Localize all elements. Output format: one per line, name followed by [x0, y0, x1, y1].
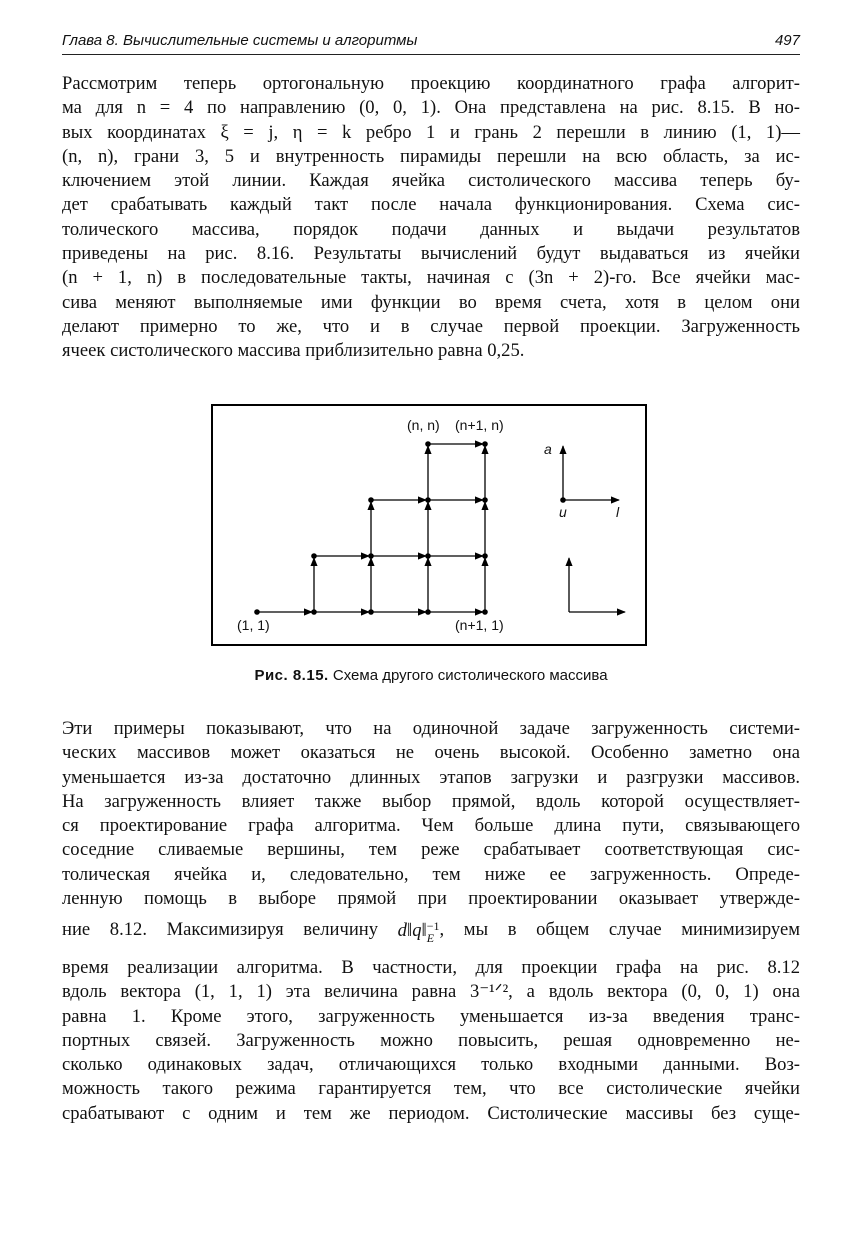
node	[425, 553, 431, 559]
label-n-n: (n, n)	[407, 417, 440, 433]
formula-before: ние 8.12. Максимизируя величину	[62, 919, 379, 941]
text-line: Рассмотрим теперь ортогональную проекцию координатного графа алгорит-	[62, 73, 800, 94]
text-line: приведены на рис. 8.16. Результаты вычислений будут выдаваться из ячейки	[62, 243, 800, 265]
node	[482, 553, 488, 559]
node	[368, 553, 374, 559]
text-line: дет срабатывать каждый такт после начала функционирования. Схема сис-	[62, 194, 800, 216]
running-header	[62, 30, 800, 55]
figure-systolic-array	[211, 404, 647, 646]
text-line: ческих массивов может оказаться не очень высокой. Особенно заметно она	[62, 742, 800, 764]
text-line: (n, n), грани 3, 5 и внутренность пирамиды перешли на всю область, за ис-	[62, 145, 800, 167]
formula-norm	[398, 912, 440, 950]
text-line: толического массива, порядок подачи данных и выдачи результатов	[62, 218, 800, 240]
formula-sup: −1	[426, 918, 440, 933]
text-line: ключением этой линии. Каждая ячейка систолического массива теперь бу-	[62, 170, 800, 192]
node	[482, 609, 488, 615]
text-line: вых координатах ξ = j, η = k ребро 1 и грань 2 перешли в линию (1, 1)—	[62, 121, 800, 143]
formula-body: d‖q‖	[397, 920, 427, 942]
text-line: соседние сливаемые вершины, тем реже срабатывает соответствующая сис-	[62, 839, 800, 861]
text-line: портных связей. Загруженность можно повысить, решая одновременно не-	[62, 1029, 800, 1051]
node	[368, 497, 374, 503]
node	[311, 609, 317, 615]
node	[425, 609, 431, 615]
systolic-array-diagram	[213, 406, 645, 644]
label-1-1: (1, 1)	[237, 617, 270, 633]
paragraph-1	[62, 72, 800, 364]
node	[425, 441, 431, 447]
text-line: На загруженность влияет также выбор прямой, вдоль которой осуществляет-	[62, 790, 800, 812]
text-line: срабатывают с одним и тем же периодом. Систолические массивы без суще-	[62, 1102, 800, 1124]
paragraph-2	[62, 717, 800, 949]
text-line: можность такого режима гарантируется тем, что все систолические ячейки	[62, 1078, 800, 1100]
text-line: делают примерно то же, что и в случае первой проекции. Загруженность	[62, 315, 800, 337]
text-line: уменьшается из-за достаточно длинных этапов загрузки и разгрузки массивов.	[62, 766, 800, 788]
text-line: ячеек систолического массива приблизительно равна 0,25.	[62, 340, 525, 362]
text-line: вдоль вектора (1, 1, 1) эта величина равна 3⁻¹ᐟ², а вдоль вектора (0, 0, 1) она	[62, 981, 800, 1003]
text-line: сколько одинаковых задач, отличающихся только входными данными. Воз-	[62, 1054, 800, 1076]
label-axis-u: u	[559, 504, 567, 520]
text-line: ленную помощь в выборе прямой при проектировании оказывает утвержде-	[62, 888, 800, 910]
formula-line	[62, 911, 800, 949]
text-line: (n + 1, n) в последовательные такты, начиная с (3n + 2)-го. Все ячейки мас-	[62, 267, 800, 289]
label-axis-l: l	[616, 504, 620, 520]
figure-caption	[62, 667, 800, 684]
text-line: сива меняют выполняемые ими функции во время счета, хотя в целом они	[62, 291, 800, 313]
text-line: толическая ячейка и, следовательно, тем ниже ее загруженность. Опреде-	[62, 863, 800, 885]
chapter-title: Глава 8. Вычислительные системы и алгоритмы	[62, 32, 418, 49]
text-line: Эти примеры показывают, что на одиночной задаче загруженность системи-	[62, 718, 800, 739]
text-line: ся проектирование графа алгоритма. Чем больше длина пути, связывающего	[62, 815, 800, 837]
node	[368, 609, 374, 615]
node	[482, 441, 488, 447]
axis-origin-node	[560, 497, 566, 503]
label-n1-n: (n+1, n)	[455, 417, 504, 433]
caption-number: Рис. 8.15.	[254, 667, 329, 684]
formula-sub: E	[426, 930, 435, 945]
text-line: ма для n = 4 по направлению (0, 0, 1). Она представлена на рис. 8.15. В но-	[62, 97, 800, 119]
text-line: время реализации алгоритма. В частности, для проекции графа на рис. 8.12	[62, 957, 800, 978]
label-axis-a: a	[544, 441, 552, 457]
node	[425, 497, 431, 503]
paragraph-3	[62, 956, 800, 1126]
label-n1-1: (n+1, 1)	[455, 617, 504, 633]
node	[254, 609, 260, 615]
node	[311, 553, 317, 559]
caption-text: Схема другого систолического массива	[332, 667, 608, 684]
formula-after: , мы в общем случае минимизируем	[439, 919, 800, 941]
text-line: равна 1. Кроме этого, загруженность уменьшается из-за введения транс-	[62, 1005, 800, 1027]
page-number: 497	[774, 32, 800, 49]
node	[482, 497, 488, 503]
